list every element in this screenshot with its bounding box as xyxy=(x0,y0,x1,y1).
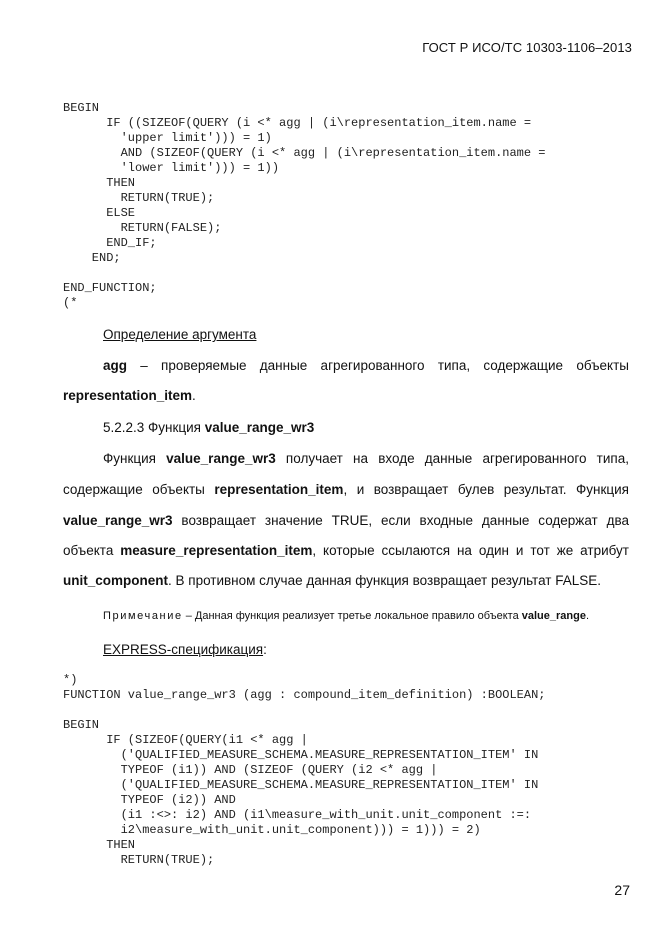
argument-description-line2 xyxy=(63,388,629,403)
section-number: 5.2.2.3 Функция xyxy=(103,420,205,435)
para-term: representation_item xyxy=(214,482,344,497)
para-text: , которые ссылаются на один и тот же атрибут xyxy=(312,543,629,558)
section-function-name: value_range_wr3 xyxy=(204,420,315,435)
para-term: value_range_wr3 xyxy=(63,513,173,528)
note-term: value_range xyxy=(521,610,586,622)
para-text: содержащие объекты xyxy=(63,482,215,497)
paragraph-line2 xyxy=(63,482,629,497)
para-text: Функция xyxy=(103,451,167,466)
note-label: Примечание xyxy=(103,610,183,622)
para-text: , и возвращает булев результат. Функция xyxy=(343,482,629,497)
paragraph-line4 xyxy=(63,543,629,558)
express-heading-colon: : xyxy=(263,642,267,657)
argument-heading xyxy=(103,327,629,342)
note-end: . xyxy=(585,610,590,622)
express-heading xyxy=(103,642,629,657)
para-term: measure_representation_item xyxy=(120,543,313,558)
code-block-express: *) FUNCTION value_range_wr3 (agg : compound_item_definition) :BOOLEAN; BEGIN IF (SIZEOF(QUERY(i1 <* agg | ('QUALIFIED_MEASURE_SCHEMA.MEASURE_REPRESENTATION_ITEM' IN TYPEOF (i1)) AND (SIZEOF (QUERY (i2 <* agg | ('QUALIFIED_MEASURE_SCHEMA.MEASURE_REPRESENTATION_ITEM' IN TYPEOF (i2)) AND (i1 :<>: i2) AND (i1\measure_with_unit.unit_component :=: i2\measure_with_unit.unit_component))) = 1))) = 2) THEN RETURN(TRUE); xyxy=(63,673,546,867)
express-heading-text: EXPRESS-спецификация xyxy=(103,642,264,657)
para-text: . В противном случае данная функция возвращает результат FALSE. xyxy=(168,573,602,588)
arg-description-text: – проверяемые данные агрегированного типа, содержащие объекты xyxy=(127,358,629,373)
arg-term-agg: agg xyxy=(103,358,128,373)
arg-period: . xyxy=(192,388,196,403)
para-term: value_range_wr3 xyxy=(166,451,276,466)
code-block-function-end: BEGIN IF ((SIZEOF(QUERY (i <* agg | (i\representation_item.name = 'upper limit'))) = 1) AND (SIZEOF(QUERY (i <* agg | (i\representation_item.name = 'lower limit'))) = 1)) THEN RETURN(TRUE); ELSE RETURN(FALSE); END_IF; END; END_FUNCTION; (* xyxy=(63,101,546,310)
page-number: 27 xyxy=(614,882,630,898)
paragraph-line1 xyxy=(103,451,629,466)
note xyxy=(103,610,589,622)
document-header: ГОСТ Р ИСО/ТС 10303-1106–2013 xyxy=(422,40,632,55)
section-heading xyxy=(103,420,629,435)
para-text: объекта xyxy=(63,543,121,558)
para-text: получает на входе данные агрегированного типа, xyxy=(275,451,629,466)
para-term: unit_component xyxy=(63,573,168,588)
paragraph-line3 xyxy=(63,513,629,528)
argument-heading-text: Определение аргумента xyxy=(103,327,257,342)
paragraph-line5 xyxy=(63,573,629,588)
para-text: возвращает значение TRUE, если входные данные содержат два xyxy=(172,513,629,528)
arg-term-representation-item: representation_item xyxy=(63,388,193,403)
note-text: – Данная функция реализует третье локальное правило объекта xyxy=(182,610,522,622)
argument-description-line1 xyxy=(103,358,629,373)
